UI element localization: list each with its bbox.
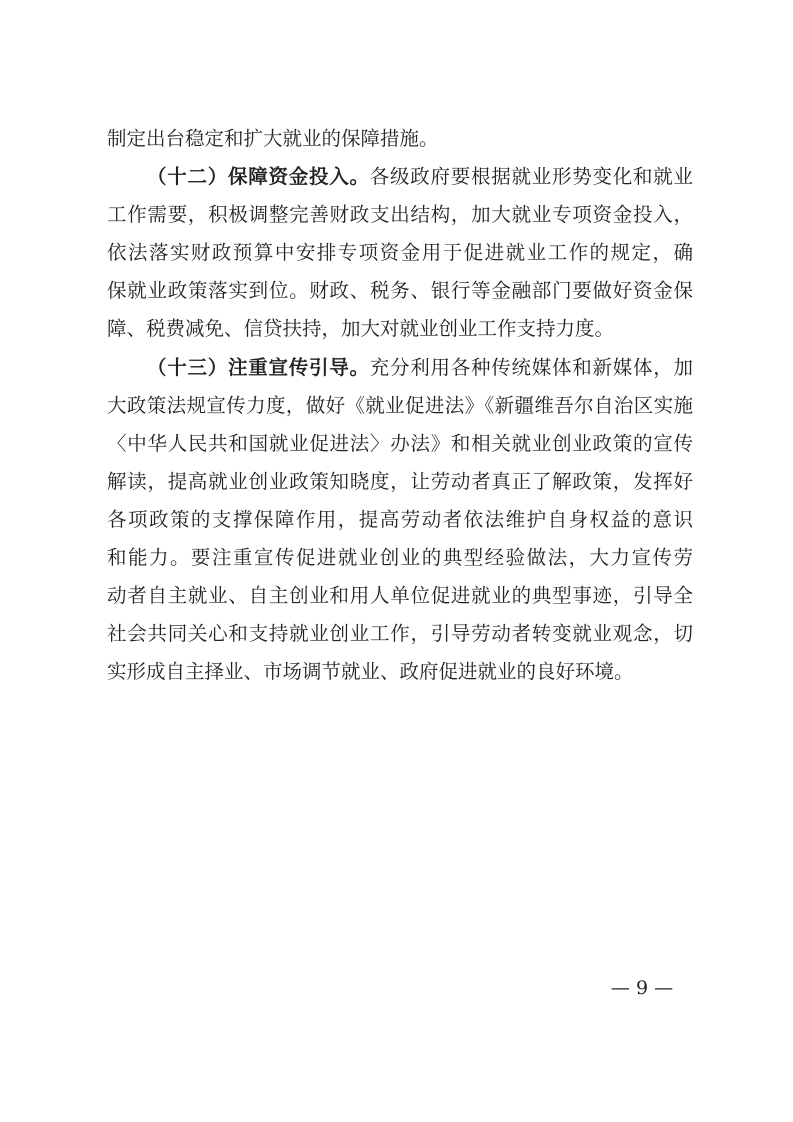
section-13-line-5: 各项政策的支撑保障作用，提高劳动者依法维护自身权益的意识	[107, 507, 693, 531]
section-13-line-1: 充分利用各种传统媒体和新媒体，加	[369, 355, 693, 379]
section-13-heading: （十三）注重宣传引导。	[147, 355, 370, 379]
section-12-line-3: 依法落实财政预算中安排专项资金用于促进就业工作的规定，确	[107, 241, 693, 265]
section-13-line-7: 动者自主就业、自主创业和用人单位促进就业的典型事迹，引导全	[107, 584, 693, 608]
intro-line: 制定出台稳定和扩大就业的保障措施。	[107, 127, 439, 150]
section-13-line-2: 大政策法规宣传力度，做好《就业促进法》《新疆维吾尔自治区实施	[107, 393, 693, 417]
section-12-line-2: 工作需要，积极调整完善财政支出结构，加大就业专项资金投入，	[107, 203, 693, 227]
section-12-heading: （十二）保障资金投入。	[147, 165, 370, 189]
body-text	[107, 120, 693, 691]
section-12-line-5: 障、税费减免、信贷扶持，加大对就业创业工作支持力度。	[107, 317, 615, 341]
section-12-line-4: 保就业政策落实到位。财政、税务、银行等金融部门要做好资金保	[107, 279, 693, 303]
section-13-line-6: 和能力。要注重宣传促进就业创业的典型经验做法，大力宣传劳	[107, 546, 693, 570]
page-number: — 9 —	[610, 977, 674, 999]
section-12-line-1: 各级政府要根据就业形势变化和就业	[369, 165, 693, 189]
section-13-line-8: 社会共同关心和支持就业创业工作，引导劳动者转变就业观念，切	[107, 622, 693, 646]
section-13-line-3: 〈中华人民共和国就业促进法〉办法》和相关就业创业政策的宣传	[107, 431, 693, 455]
section-13-line-4: 解读，提高就业创业政策知晓度，让劳动者真正了解政策，发挥好	[107, 469, 693, 493]
section-13-first-line	[107, 349, 693, 387]
section-12-first-line	[107, 158, 693, 196]
section-13-line-9: 实形成自主择业、市场调节就业、政府促进就业的良好环境。	[107, 660, 634, 684]
